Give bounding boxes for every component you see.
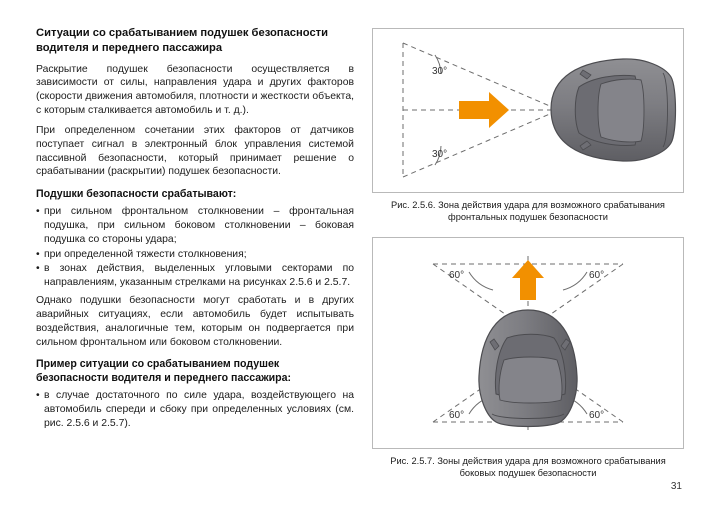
- angle-label-top-left: 60°: [449, 270, 465, 282]
- bullet-list-deploy-conditions: [36, 205, 354, 290]
- angle-label-top-right: 60°: [589, 270, 605, 282]
- paragraph-2: При определенном сочетании этих факторов от датчиков поступает сигнал в электронный блок управления системой пассивной безопасности, который принимает решение о срабатывании (раскрытии) подушек безопасности.: [36, 124, 354, 178]
- angle-label-bottom-left: 60°: [449, 410, 465, 422]
- figure-2-5-6: [372, 28, 684, 223]
- page-number: 31: [670, 481, 682, 492]
- figure-2-5-6-frame: [372, 28, 684, 193]
- text-column: [36, 26, 354, 432]
- car-top-view: [551, 59, 676, 161]
- page-columns: [36, 26, 684, 493]
- angle-label-bottom: 30°: [432, 149, 448, 160]
- figure-2-5-7: [372, 237, 684, 479]
- impact-arrow: [459, 92, 509, 128]
- list-item: • при определенной тяжести столкновения;: [36, 248, 354, 262]
- list-item: • в зонах действия, выделенных угловыми секторами по направлениям, указанным стрелками на рисунках 2.5.6 и 2.5.7.: [36, 262, 354, 290]
- subtitle-example-situation: Пример ситуации со срабатыванием подушек безопасности водителя и переднего пассажира:: [36, 358, 292, 385]
- figure-2-5-6-caption: Рис. 2.5.6. Зона действия удара для возможного срабатывания фронтальных подушек безопасности: [391, 200, 665, 223]
- figure-2-5-7-frame: [372, 237, 684, 449]
- paragraph-1: Раскрытие подушек безопасности осуществляется в зависимости от силы, направления удара и других факторов (скорости движения автомобиля, плотности и жесткости объекта, с которым сталкивается автомобиль и т. д.).: [36, 63, 354, 117]
- list-item: • при сильном фронтальном столкновении – фронтальная подушка, при сильном боковом столкновении – боковая подушка со стороны удара;: [36, 205, 354, 246]
- section-title: Ситуации со срабатыванием подушек безопасности водителя и переднего пассажира: [36, 27, 329, 54]
- figure-2-5-7-caption: Рис. 2.5.7. Зоны действия удара для возможного срабатывания боковых подушек безопасности: [390, 456, 666, 479]
- car-top-view: [479, 310, 577, 427]
- side-impact-zone-diagram: [373, 238, 683, 448]
- subtitle-airbags-deploy: Подушки безопасности срабатывают:: [36, 188, 237, 201]
- angle-arc-top-right: [563, 272, 587, 290]
- angle-label-bottom-right: 60°: [589, 410, 605, 422]
- bullet-list-example: [36, 389, 354, 430]
- paragraph-3: Однако подушки безопасности могут сработать и в других аварийных ситуациях, если автомобиль будет испытывать воздействия, аналогичные тем, которым он подвергается при сильном фронтальном или боковом столкновении.: [36, 295, 354, 348]
- impact-arrow-top: [512, 260, 544, 300]
- figure-column: [372, 26, 684, 493]
- frontal-impact-zone-diagram: [373, 29, 683, 192]
- angle-label-top: 30°: [432, 66, 448, 77]
- angle-arc-top-left: [469, 272, 493, 290]
- list-item: • в случае достаточного по силе удара, воздействующего на автомобиль спереди и сбоку при определенных условиях (см. рис. 2.5.6 и 2.5.7).: [36, 389, 354, 430]
